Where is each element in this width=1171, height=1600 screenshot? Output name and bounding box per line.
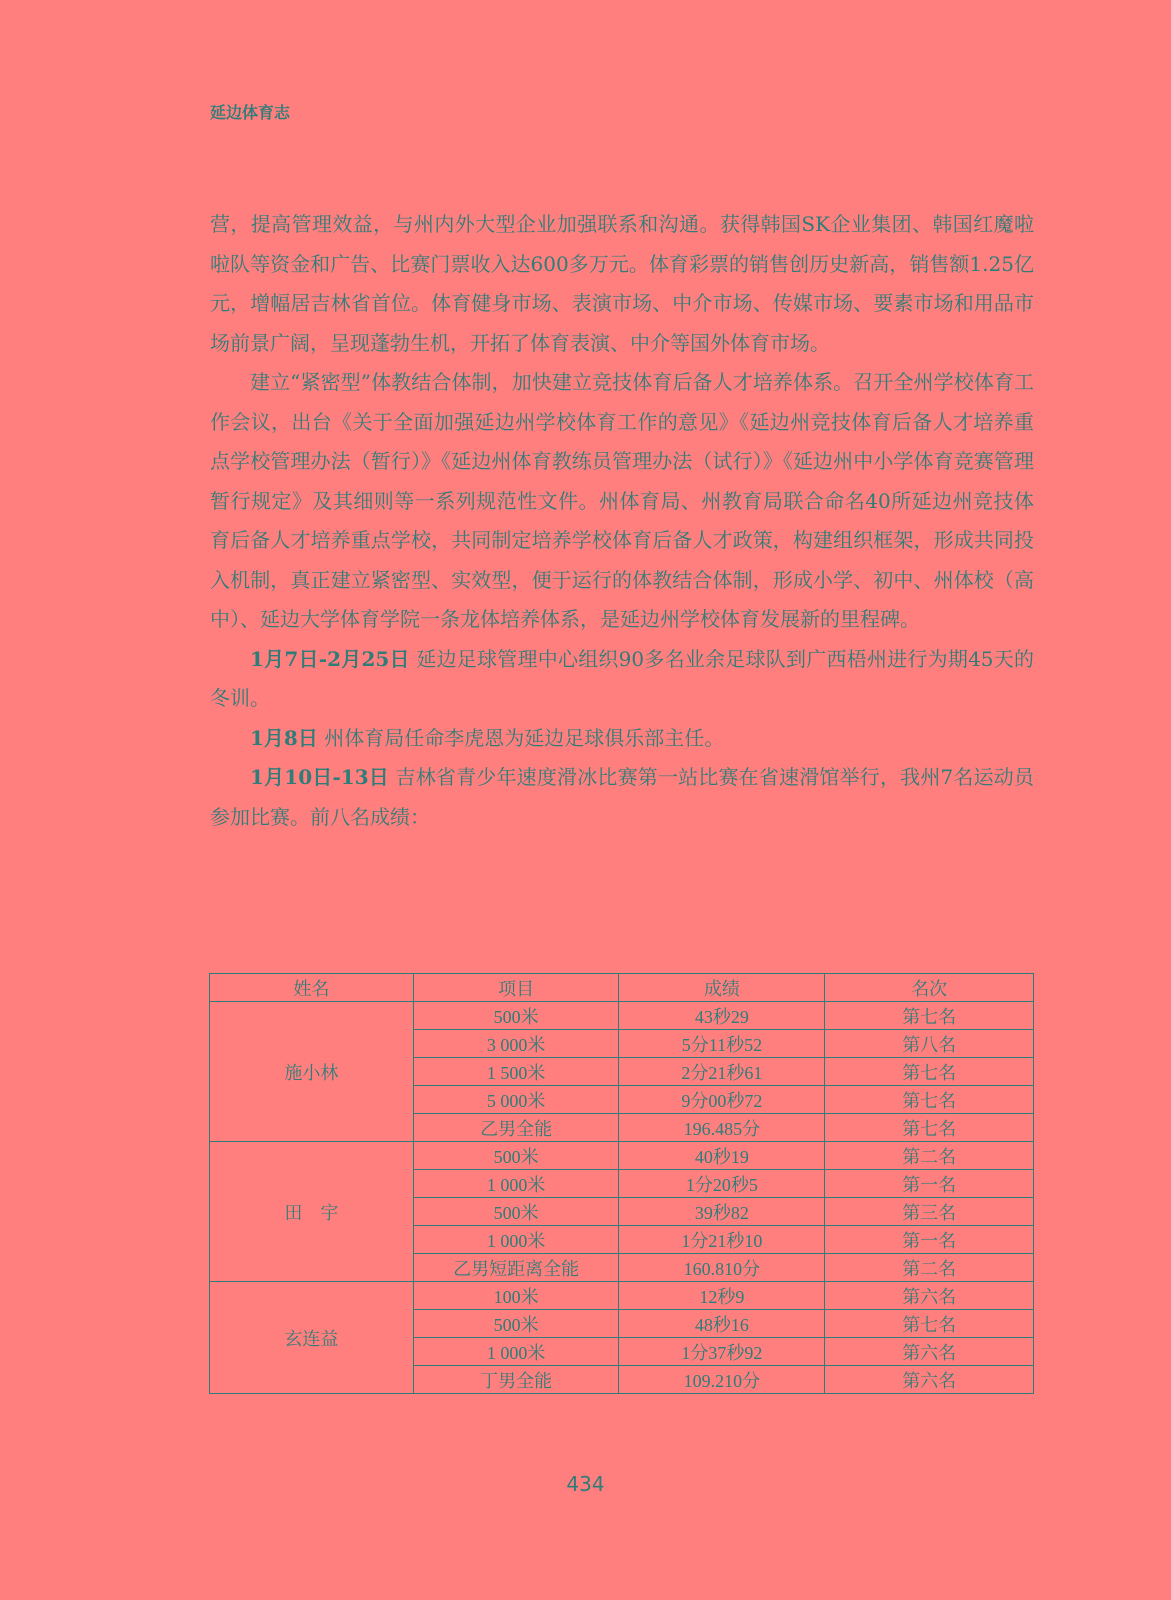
score-cell: 40秒19 <box>619 1142 825 1170</box>
header-event: 项目 <box>413 974 619 1002</box>
header-rank: 名次 <box>825 974 1034 1002</box>
event-cell: 乙男全能 <box>413 1114 619 1142</box>
rank-cell: 第六名 <box>825 1338 1034 1366</box>
table-row <box>210 1142 1034 1170</box>
score-cell: 5分11秒52 <box>619 1030 825 1058</box>
athlete-name: 玄连益 <box>210 1282 414 1394</box>
event-cell: 丁男全能 <box>413 1366 619 1394</box>
event-cell: 500米 <box>413 1198 619 1226</box>
score-cell: 48秒16 <box>619 1310 825 1338</box>
table-header-row <box>210 974 1034 1002</box>
rank-cell: 第二名 <box>825 1254 1034 1282</box>
score-cell: 1分20秒5 <box>619 1170 825 1198</box>
score-cell: 1分21秒10 <box>619 1226 825 1254</box>
score-cell: 39秒82 <box>619 1198 825 1226</box>
running-head: 延边体育志 <box>210 103 291 122</box>
score-cell: 12秒9 <box>619 1282 825 1310</box>
event-text: 州体育局任命李虎恩为延边足球俱乐部主任。 <box>317 725 725 750</box>
event-entry <box>210 640 1034 719</box>
rank-cell: 第六名 <box>825 1282 1034 1310</box>
event-cell: 1 000米 <box>413 1338 619 1366</box>
results-table <box>209 973 1034 1394</box>
score-cell: 1分37秒92 <box>619 1338 825 1366</box>
event-date: 1月10日-13日 <box>250 765 389 789</box>
rank-cell: 第一名 <box>825 1226 1034 1254</box>
rank-cell: 第七名 <box>825 1086 1034 1114</box>
paragraph: 建立“紧密型”体教结合体制，加快建立竞技体育后备人才培养体系。召开全州学校体育工作会议，出台《关于全面加强延边州学校体育工作的意见》《延边州竞技体育后备人才培养重点学校管理办法（暂行）》《延边州体育教练员管理办法（试行）》《延边州中小学体育竞赛管理暂行规定》及其细则等一系列规范性文件。州体育局、州教育局联合命名40所延边州竞技体育后备人才培养重点学校，共同制定培养学校体育后备人才政策，构建组织框架，形成共同投入机制，真正建立紧密型、实效型，便于运行的体教结合体制，形成小学、初中、州体校（高中）、延边大学体育学院一条龙体培养体系，是延边州学校体育发展新的里程碑。 <box>210 370 1034 631</box>
event-cell: 乙男短距离全能 <box>413 1254 619 1282</box>
rank-cell: 第一名 <box>825 1170 1034 1198</box>
rank-cell: 第七名 <box>825 1310 1034 1338</box>
event-date: 1月8日 <box>250 725 318 750</box>
rank-cell: 第三名 <box>825 1198 1034 1226</box>
score-cell: 9分00秒72 <box>619 1086 825 1114</box>
athlete-name: 田 宇 <box>210 1142 414 1282</box>
athlete-name: 施小林 <box>210 1002 414 1142</box>
score-cell: 160.810分 <box>619 1254 825 1282</box>
paragraph: 营，提高管理效益，与州内外大型企业加强联系和沟通。获得韩国SK企业集团、韩国红魔啦啦队等资金和广告、比赛门票收入达600多万元。体育彩票的销售创历史新高，销售额1.25亿元，增幅居吉林省首位。体育健身市场、表演市场、中介市场、传媒市场、要素市场和用品市场前景广阔，呈现蓬勃生机，开拓了体育表演、中介等国外体育市场。 <box>210 212 1034 355</box>
score-cell: 196.485分 <box>619 1114 825 1142</box>
event-cell: 500米 <box>413 1002 619 1030</box>
score-cell: 2分21秒61 <box>619 1058 825 1086</box>
header-name: 姓名 <box>210 974 414 1002</box>
event-text: 延边足球管理中心组织90多名业余足球队到广西梧州进行为期45天的冬训。 <box>210 646 1034 710</box>
event-cell: 3 000米 <box>413 1030 619 1058</box>
event-cell: 1 000米 <box>413 1170 619 1198</box>
event-cell: 1 500米 <box>413 1058 619 1086</box>
rank-cell: 第七名 <box>825 1114 1034 1142</box>
body-text <box>210 205 1034 837</box>
event-cell: 500米 <box>413 1142 619 1170</box>
event-text: 吉林省青少年速度滑冰比赛第一站比赛在省速滑馆举行，我州7名运动员参加比赛。前八名成绩： <box>210 765 1034 829</box>
table-row <box>210 1002 1034 1030</box>
table-row <box>210 1282 1034 1310</box>
event-cell: 5 000米 <box>413 1086 619 1114</box>
score-cell: 109.210分 <box>619 1366 825 1394</box>
score-cell: 43秒29 <box>619 1002 825 1030</box>
event-entry <box>210 758 1034 837</box>
rank-cell: 第八名 <box>825 1030 1034 1058</box>
event-cell: 500米 <box>413 1310 619 1338</box>
rank-cell: 第六名 <box>825 1366 1034 1394</box>
event-entry <box>210 719 1034 759</box>
header-score: 成绩 <box>619 974 825 1002</box>
page-number: 434 <box>566 1472 605 1496</box>
rank-cell: 第二名 <box>825 1142 1034 1170</box>
rank-cell: 第七名 <box>825 1002 1034 1030</box>
event-cell: 1 000米 <box>413 1226 619 1254</box>
event-cell: 100米 <box>413 1282 619 1310</box>
event-date: 1月7日-2月25日 <box>250 646 410 671</box>
rank-cell: 第七名 <box>825 1058 1034 1086</box>
